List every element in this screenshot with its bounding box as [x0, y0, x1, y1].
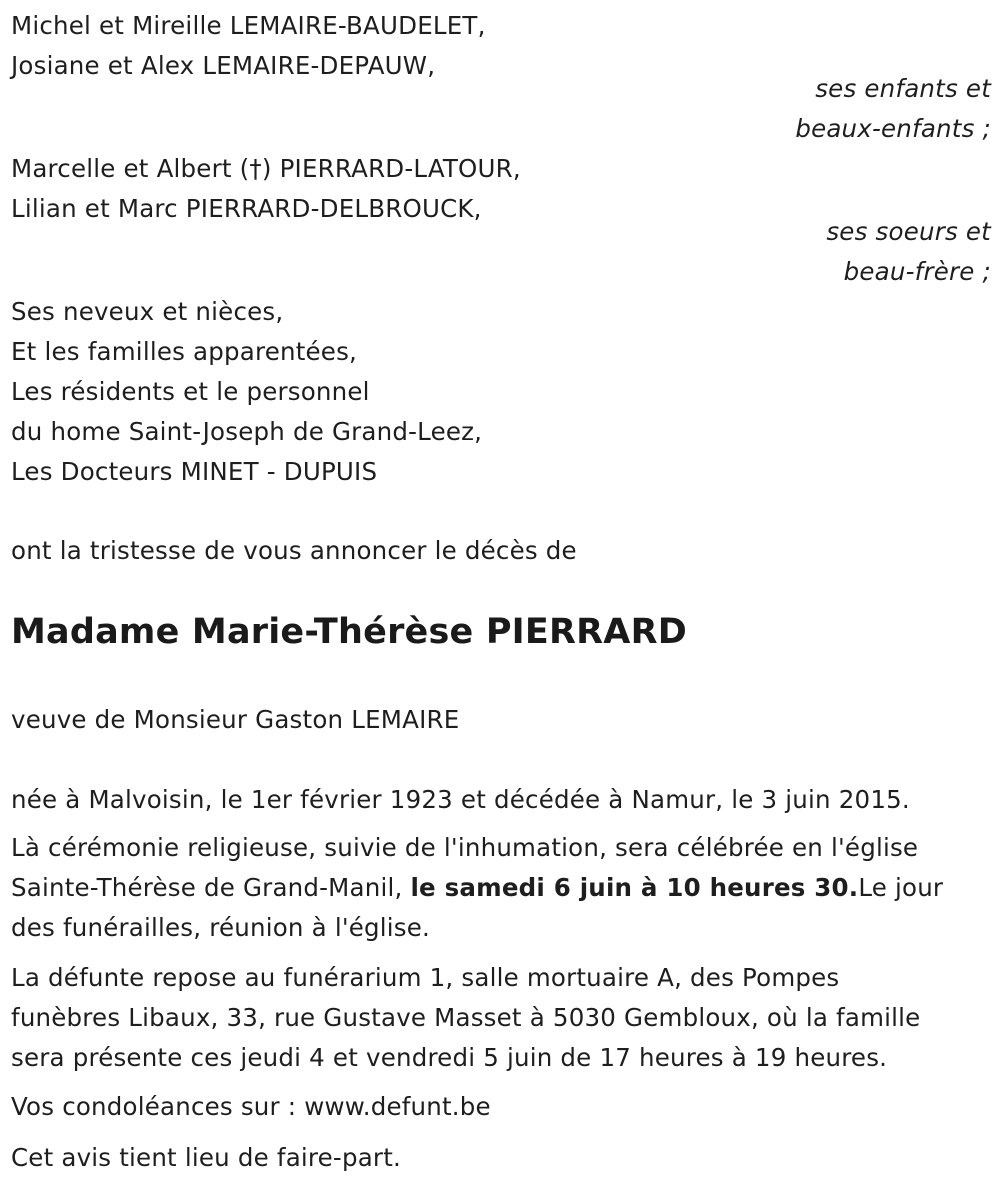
ceremony-line-2-end: Le jour — [858, 873, 944, 902]
family-others-line-4: du home Saint-Joseph de Grand-Leez, — [11, 417, 483, 446]
condolences-text: Vos condoléances sur : www.defunt.be — [11, 1092, 491, 1121]
family-others-line-3: Les résidents et le personnel — [11, 377, 370, 406]
family-siblings-line-2: Lilian et Marc PIERRARD-DELBROUCK, — [11, 194, 482, 223]
ceremony-line-2 — [11, 868, 943, 908]
siblings-role-line-1: ses soeurs et — [826, 217, 991, 246]
children-role-line-1: ses enfants et — [815, 74, 991, 103]
visitation-line-2: funèbres Libaux, 33, rue Gustave Masset à 5030 Gembloux, où la famille — [11, 1003, 921, 1032]
family-others-line-2: Et les familles apparentées, — [11, 337, 358, 366]
widow-of-text: veuve de Monsieur Gaston LEMAIRE — [11, 705, 460, 734]
family-children-line-1: Michel et Mireille LEMAIRE-BAUDELET, — [11, 11, 486, 40]
family-others-line-1: Ses neveux et nièces, — [11, 297, 284, 326]
children-role-line-2: beaux-enfants ; — [795, 114, 991, 143]
ceremony-location: Sainte-Thérèse de Grand-Manil, — [11, 873, 411, 902]
ceremony-line-3: des funérailles, réunion à l'église. — [11, 913, 431, 942]
siblings-role-line-2: beau-frère ; — [843, 257, 991, 286]
ceremony-line-1: Là cérémonie religieuse, suivie de l'inhumation, sera célébrée en l'église — [11, 833, 919, 862]
birth-death-text: née à Malvoisin, le 1er février 1923 et décédée à Namur, le 3 juin 2015. — [11, 785, 910, 814]
ceremony-date-time: le samedi 6 juin à 10 heures 30. — [410, 873, 859, 902]
family-others-line-5: Les Docteurs MINET - DUPUIS — [11, 457, 378, 486]
visitation-line-3: sera présente ces jeudi 4 et vendredi 5 juin de 17 heures à 19 heures. — [11, 1043, 888, 1072]
visitation-line-1: La défunte repose au funérarium 1, salle mortuaire A, des Pompes — [11, 963, 840, 992]
family-children-line-2: Josiane et Alex LEMAIRE-DEPAUW, — [11, 51, 436, 80]
deceased-name: Madame Marie-Thérèse PIERRARD — [11, 612, 687, 652]
family-siblings-line-1: Marcelle et Albert (†) PIERRARD-LATOUR, — [11, 154, 521, 183]
closing-text: Cet avis tient lieu de faire-part. — [11, 1143, 401, 1172]
announcement-text: ont la tristesse de vous annoncer le décès de — [11, 536, 577, 565]
